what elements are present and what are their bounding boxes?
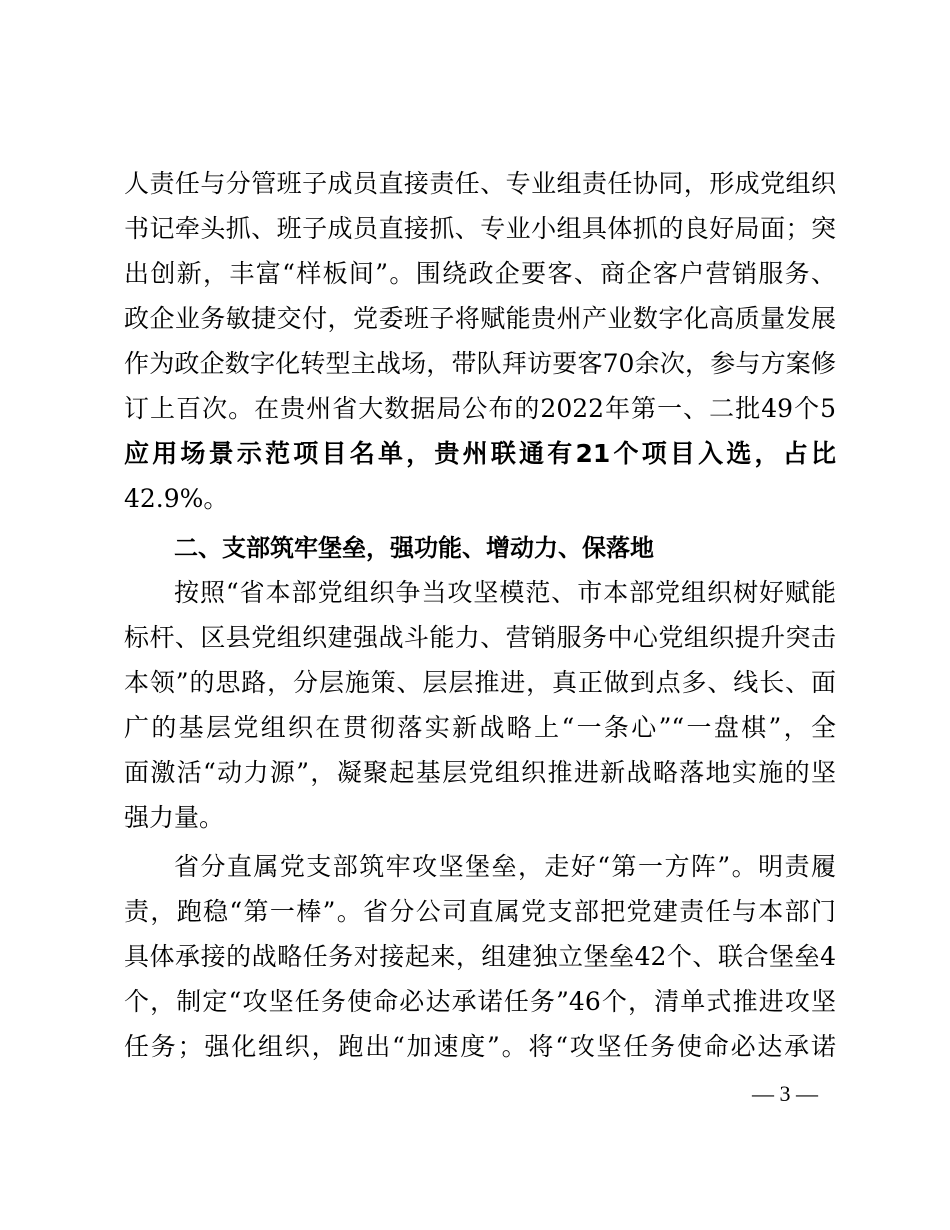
paragraph-2-line-4: 广的基层党组织在贯彻落实新战略上“一条心”“一盘棋”，全 bbox=[124, 713, 836, 742]
paragraph-3-line-2: 责，跑稳“第一棒”。省分公司直属党支部把党建责任与本部门 bbox=[124, 897, 836, 926]
paragraph-1-line-6: 订上百次。在贵州省大数据局公布的2022年第一、二批49个5 bbox=[124, 394, 836, 423]
paragraph-3-line-5: 任务；强化组织，跑出“加速度”。将“攻坚任务使命必达承诺 bbox=[124, 1032, 836, 1061]
paragraph-1-line-1: 人责任与分管班子成员直接责任、专业组责任协同，形成党组织 bbox=[124, 169, 836, 198]
paragraph-3-line-3: 具体承接的战略任务对接起来，组建独立堡垒42个、联合堡垒4 bbox=[124, 942, 836, 971]
page-number: — 3 — bbox=[752, 1081, 818, 1106]
paragraph-2-line-1: 按照“省本部党组织争当攻坚模范、市本部党组织树好赋能 bbox=[174, 578, 836, 607]
paragraph-2-line-5: 面激活“动力源”，凝聚起基层党组织推进新战略落地实施的坚 bbox=[124, 758, 836, 787]
paragraph-2-line-6: 强力量。 bbox=[124, 803, 225, 832]
paragraph-1-line-7: 应用场景示范项目名单，贵州联通有21个项目入选，占比 bbox=[124, 439, 836, 468]
paragraph-1-line-4: 政企业务敏捷交付，党委班子将赋能贵州产业数字化高质量发展 bbox=[124, 304, 836, 333]
paragraph-1-line-8: 42.9%。 bbox=[124, 484, 229, 513]
section-heading: 二、支部筑牢堡垒，强功能、增动力、保落地 bbox=[174, 534, 654, 562]
paragraph-3-line-1: 省分直属党支部筑牢攻坚堡垒，走好“第一方阵”。明责履 bbox=[174, 852, 836, 881]
paragraph-2-line-2: 标杆、区县党组织建强战斗能力、营销服务中心党组织提升突击 bbox=[124, 623, 836, 652]
paragraph-1-line-3: 出创新，丰富“样板间”。围绕政企要客、商企客户营销服务、 bbox=[124, 259, 836, 288]
paragraph-1-line-5: 作为政企数字化转型主战场，带队拜访要客70余次，参与方案修 bbox=[124, 349, 836, 378]
paragraph-3-line-4: 个，制定“攻坚任务使命必达承诺任务”46个，清单式推进攻坚 bbox=[124, 987, 836, 1016]
paragraph-2-line-3: 本领”的思路，分层施策、层层推进，真正做到点多、线长、面 bbox=[124, 668, 836, 697]
paragraph-1-line-2: 书记牵头抓、班子成员直接抓、专业小组具体抓的良好局面；突 bbox=[124, 214, 836, 243]
